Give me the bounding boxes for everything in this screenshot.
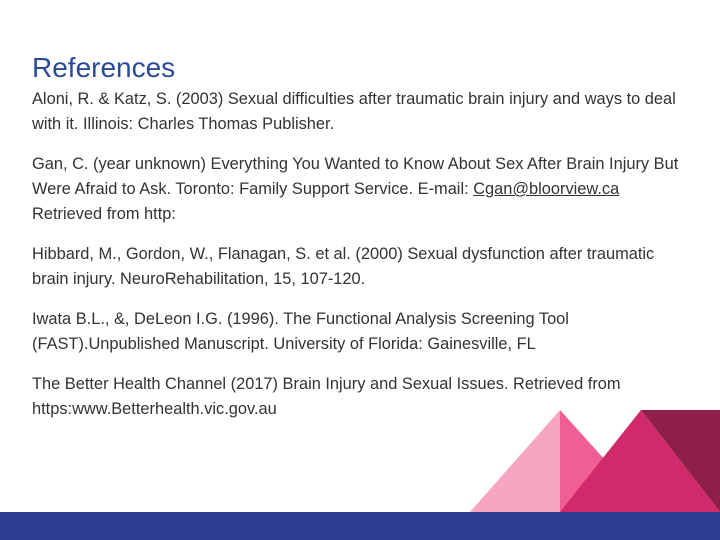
reference-item [32, 152, 692, 227]
references-list [32, 87, 692, 437]
bottom-bar [0, 512, 720, 540]
reference-item: Iwata B.L., &, DeLeon I.G. (1996). The Functional Analysis Screening Tool (FAST).Unpublished Manuscript. University of Florida: Gainesville, FL [32, 310, 569, 353]
reference-text: Retrieved from http: [32, 205, 176, 223]
reference-item: Aloni, R. & Katz, S. (2003) Sexual difficulties after traumatic brain injury and ways to deal with it. Illinois: Charles Thomas Publisher. [32, 90, 676, 133]
reference-text: Gan, C. (year unknown) Everything You Wanted to Know About Sex After Brain Injury But Were Afraid to Ask. Toronto: Family Support Service. E-mail: [32, 155, 679, 198]
email-link[interactable]: Cgan@bloorview.ca [473, 180, 620, 198]
slide-title: References [32, 52, 176, 83]
reference-item: The Better Health Channel (2017) Brain Injury and Sexual Issues. Retrieved from https:www.Betterhealth.vic.gov.au [32, 375, 621, 418]
reference-item: Hibbard, M., Gordon, W., Flanagan, S. et al. (2000) Sexual dysfunction after traumatic brain injury. NeuroRehabilitation, 15, 107-120. [32, 245, 655, 288]
